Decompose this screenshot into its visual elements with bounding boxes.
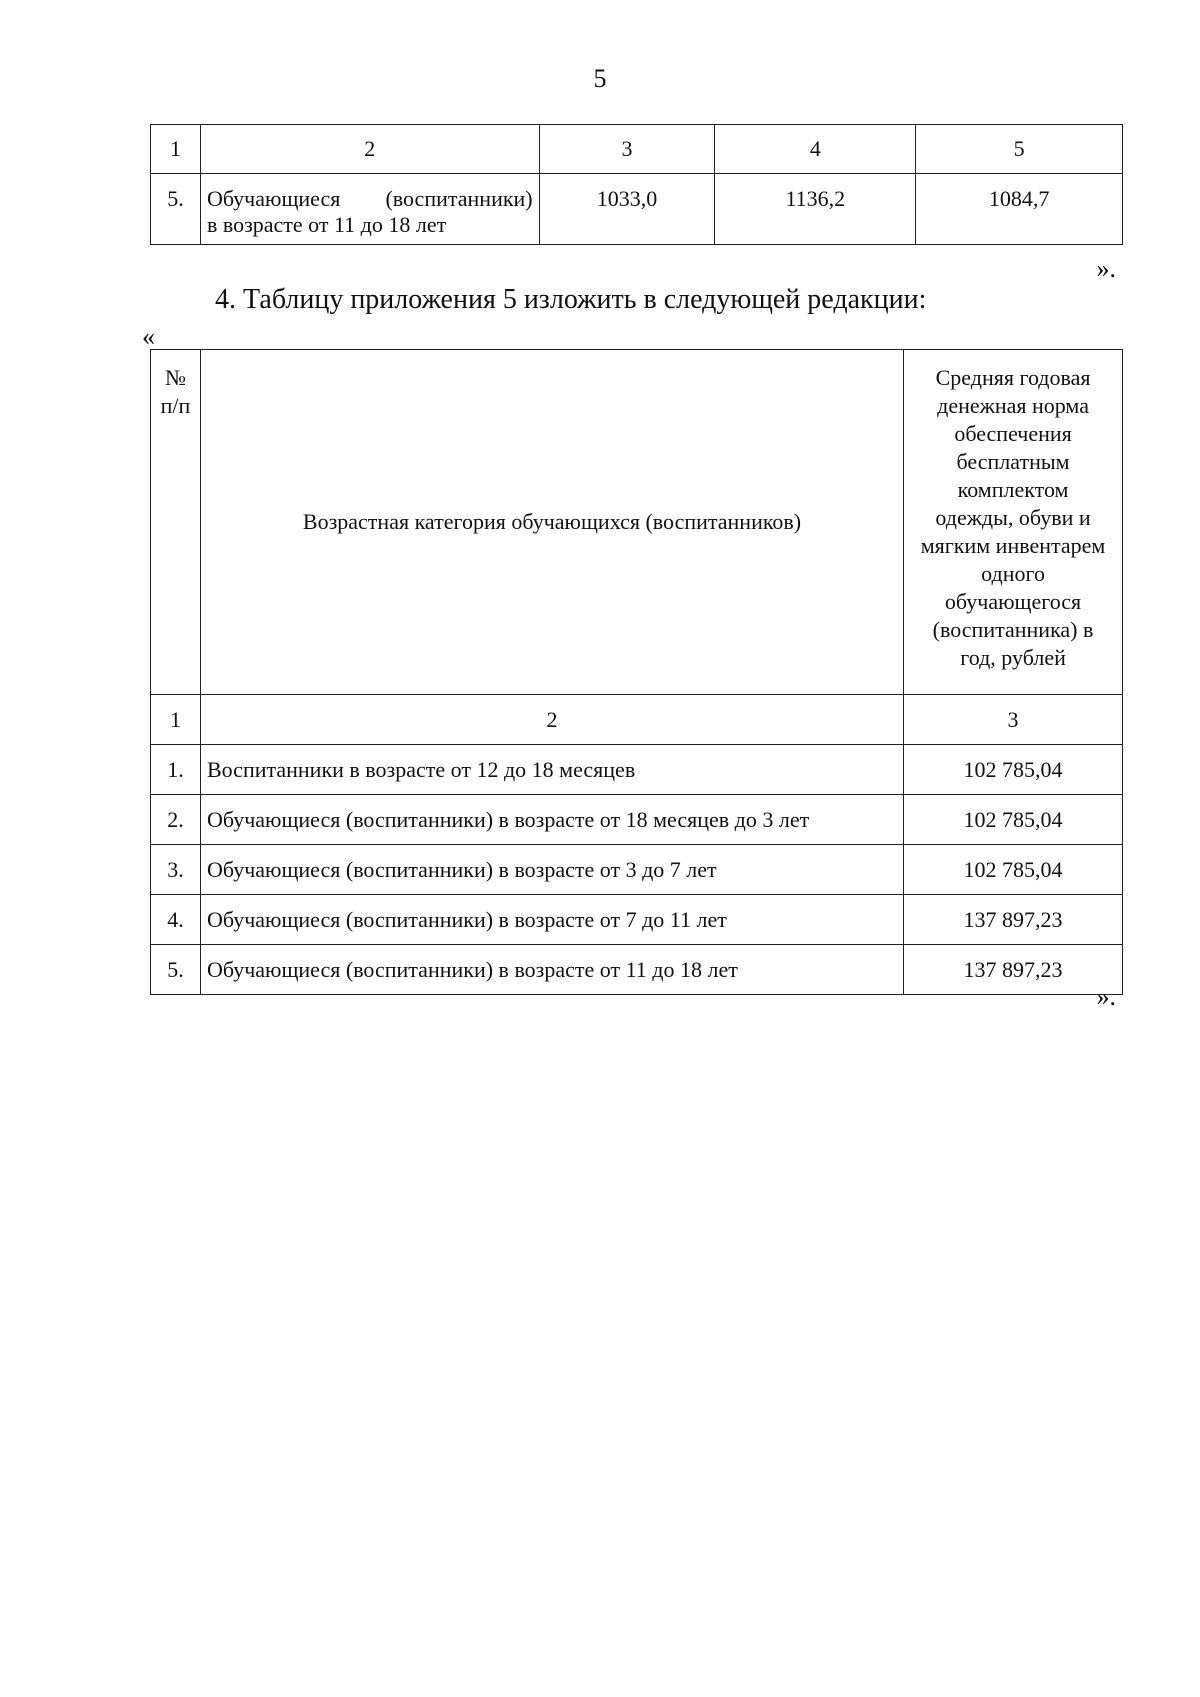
value-cell: 102 785,04 — [904, 745, 1123, 795]
norm-header-line: обучающегося — [944, 589, 1082, 614]
column-index: 3 — [904, 695, 1123, 745]
row-number: 3. — [151, 845, 201, 895]
closing-quote: ». — [1096, 254, 1116, 283]
number-header — [151, 350, 201, 695]
category-line: Обучающиеся (воспитанники) — [206, 186, 533, 211]
header-cell: 4 — [715, 125, 916, 174]
category-cell: Обучающиеся (воспитанники) в возрасте от 11 до 18 лет — [200, 945, 903, 995]
page-number: 5 — [593, 64, 607, 93]
table-row — [151, 745, 1123, 795]
value-cell: 1084,7 — [916, 174, 1123, 245]
norm-header-line: одежды, обуви и — [935, 505, 1091, 530]
opening-quote: « — [142, 322, 155, 351]
value-cell: 1033,0 — [539, 174, 715, 245]
norm-header-line: год, рублей — [960, 645, 1066, 670]
category-cell — [200, 174, 539, 245]
category-line: в возрасте от 11 до 18 лет — [206, 212, 447, 237]
norm-header — [904, 350, 1123, 695]
value-cell: 102 785,04 — [904, 795, 1123, 845]
header-cell: 2 — [200, 125, 539, 174]
category-cell: Обучающиеся (воспитанники) в возрасте от 7 до 11 лет — [200, 895, 903, 945]
table-header-row — [151, 125, 1123, 174]
row-number: 5. — [151, 174, 201, 245]
continuation-table — [150, 124, 1123, 245]
header-cell: 5 — [916, 125, 1123, 174]
table-row — [151, 895, 1123, 945]
header-cell: 3 — [539, 125, 715, 174]
norm-header-line: обеспечения — [954, 421, 1072, 446]
category-cell: Воспитанники в возрасте от 12 до 18 месяцев — [200, 745, 903, 795]
number-header-line: п/п — [160, 393, 191, 418]
table-row — [151, 845, 1123, 895]
number-header-line: № — [164, 365, 186, 390]
value-cell: 1136,2 — [715, 174, 916, 245]
amendment-paragraph: 4. Таблицу приложения 5 изложить в следующей редакции: — [215, 284, 927, 315]
table-row — [151, 945, 1123, 995]
column-index-row — [151, 695, 1123, 745]
norm-header-line: бесплатным — [956, 449, 1070, 474]
closing-quote: ». — [1096, 982, 1116, 1011]
norm-header-line: денежная норма — [937, 393, 1089, 418]
value-cell: 137 897,23 — [904, 895, 1123, 945]
header-cell: 1 — [151, 125, 201, 174]
category-header: Возрастная категория обучающихся (воспитанников) — [200, 350, 903, 695]
category-cell: Обучающиеся (воспитанники) в возрасте от 18 месяцев до 3 лет — [200, 795, 903, 845]
row-number: 1. — [151, 745, 201, 795]
column-index: 1 — [151, 695, 201, 745]
table-row — [151, 795, 1123, 845]
row-number: 2. — [151, 795, 201, 845]
row-number: 4. — [151, 895, 201, 945]
value-cell: 137 897,23 — [904, 945, 1123, 995]
row-number: 5. — [151, 945, 201, 995]
table-row — [151, 174, 1123, 245]
column-index: 2 — [200, 695, 903, 745]
value-cell: 102 785,04 — [904, 845, 1123, 895]
norm-header-line: (воспитанника) в — [932, 617, 1094, 642]
norm-header-line: комплектом — [957, 477, 1069, 502]
table-header-row — [151, 350, 1123, 695]
category-cell: Обучающиеся (воспитанники) в возрасте от 3 до 7 лет — [200, 845, 903, 895]
norm-header-line: Средняя годовая — [935, 365, 1091, 390]
norm-header-line: одного — [981, 561, 1045, 586]
norm-header-line: мягким инвентарем — [920, 533, 1106, 558]
appendix-5-table — [150, 349, 1123, 995]
